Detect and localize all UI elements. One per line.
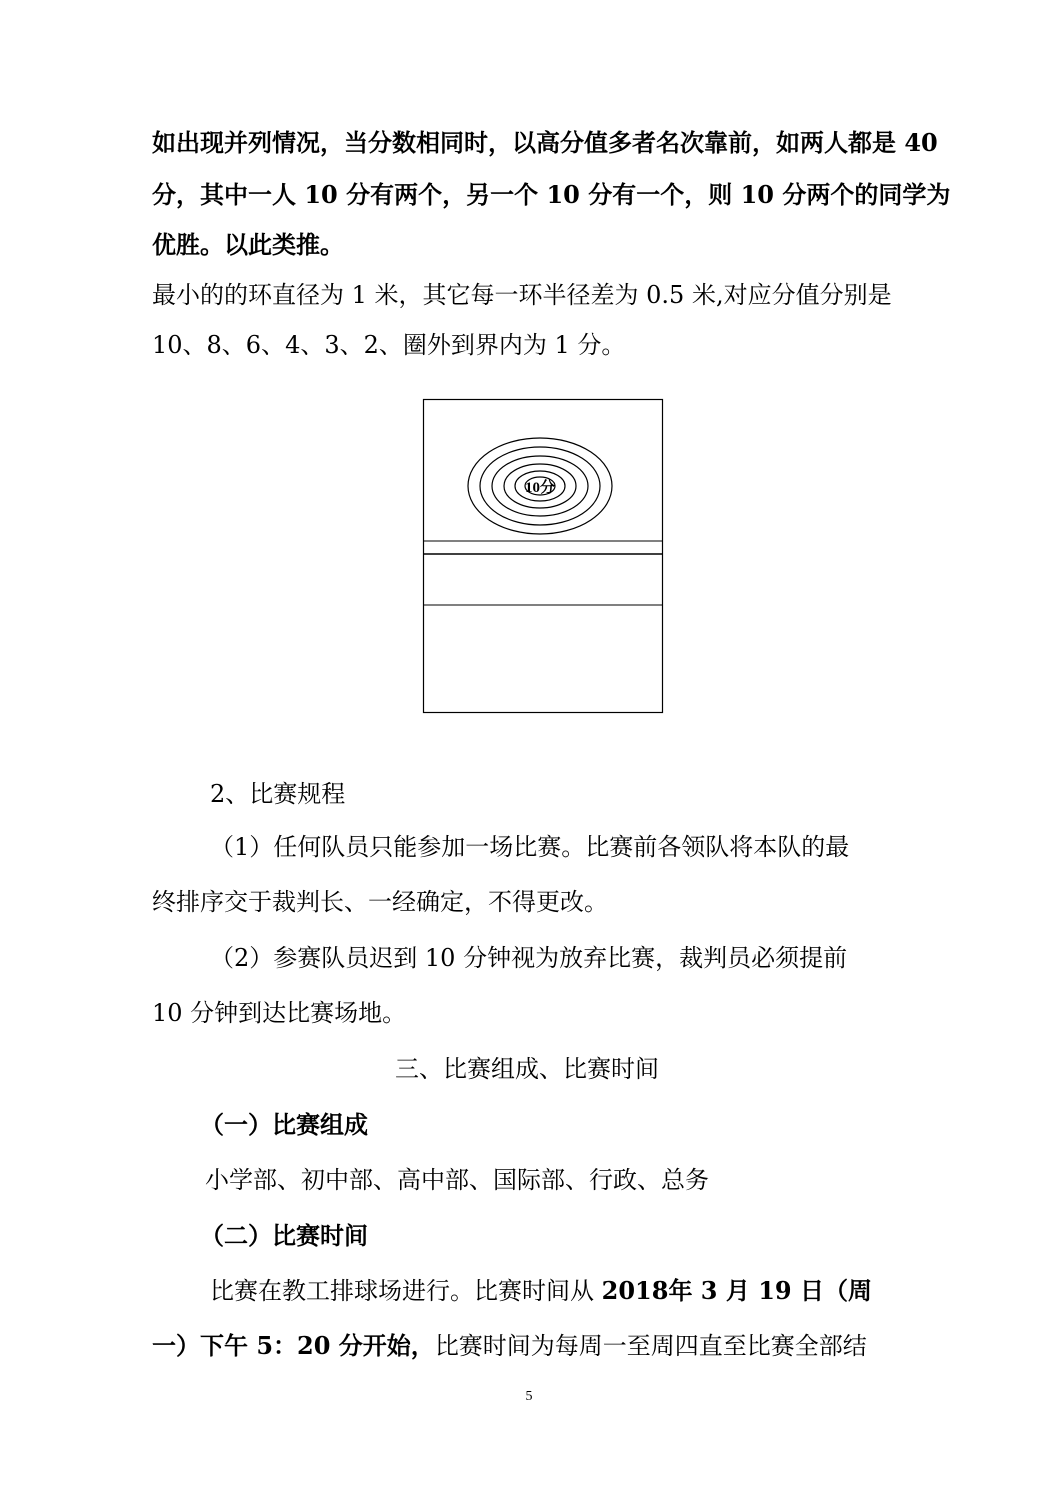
- time-line-2-start: 一）下午 5：20 分开始，: [152, 1331, 435, 1360]
- paragraph-tie-rule-line-1: 如出现并列情况，当分数相同时，以高分值多者名次靠前，如两人都是 40: [152, 128, 938, 157]
- paragraph-tie-rule-line-3: 优胜。以此类推。: [152, 230, 344, 259]
- rule-item-2-line-2: 10 分钟到达比赛场地。: [152, 999, 407, 1027]
- paragraph-ring-size-line-1: 最小的的环直径为 1 米，其它每一环半径差为 0.5 米,对应分值分别是: [152, 281, 892, 309]
- sub-heading-composition: （一）比赛组成: [200, 1110, 368, 1139]
- time-line-2-text: 比赛时间为每周一至周四直至比赛全部结: [434, 1332, 867, 1360]
- section-3-heading: 三、比赛组成、比赛时间: [395, 1055, 659, 1083]
- rule-item-2-line-1: （2）参赛队员迟到 10 分钟视为放弃比赛，裁判员必须提前: [210, 944, 848, 972]
- rules-heading: 2、比赛规程: [210, 780, 346, 808]
- target-court-diagram: [418, 395, 668, 717]
- composition-list: 小学部、初中部、高中部、国际部、行政、总务: [205, 1166, 709, 1194]
- paragraph-tie-rule-line-2: 分，其中一人 10 分有两个，另一个 10 分有一个，则 10 分两个的同学为: [152, 180, 951, 209]
- page-number: 5: [525, 1389, 533, 1404]
- time-line-1-text: 比赛在教工排球场进行。比赛时间从: [210, 1277, 602, 1305]
- time-line-1-date: 2018年 3 月 19 日（周: [601, 1276, 872, 1305]
- paragraph-ring-size-line-2: 10、8、6、4、3、2、圈外到界内为 1 分。: [152, 331, 626, 359]
- center-score-label: 10分: [524, 480, 556, 496]
- rule-item-1-line-2: 终排序交于裁判长、一经确定，不得更改。: [152, 888, 608, 916]
- rule-item-1-line-1: （1）任何队员只能参加一场比赛。比赛前各领队将本队的最: [210, 833, 850, 861]
- time-paragraph-line-1: [210, 1276, 872, 1306]
- sub-heading-time: （二）比赛时间: [200, 1221, 368, 1250]
- time-paragraph-line-2: [152, 1331, 867, 1361]
